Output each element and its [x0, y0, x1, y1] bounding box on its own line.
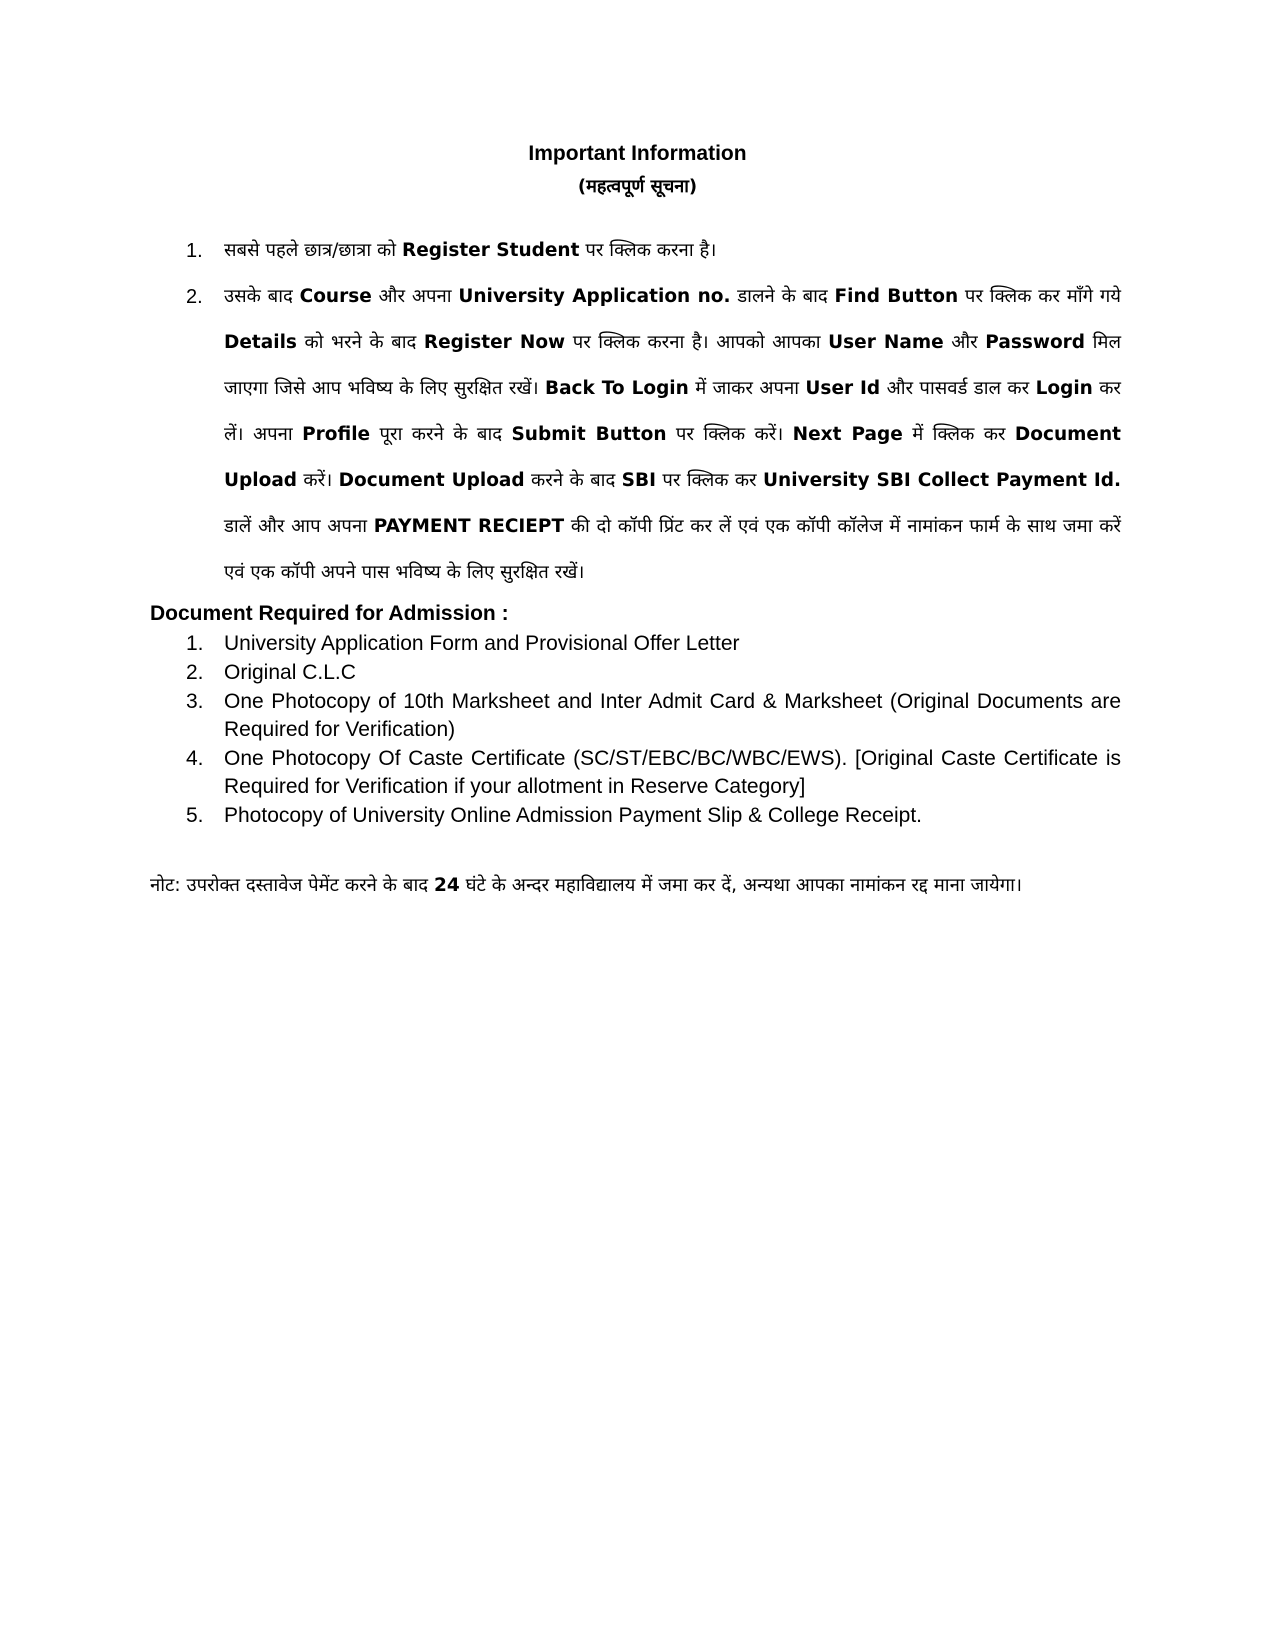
step-text — [224, 240, 716, 261]
page-subtitle: (महत्वपूर्ण सूचना) — [577, 176, 698, 197]
step-keyword: Register Now — [423, 332, 566, 353]
document-number: 4. — [186, 747, 204, 770]
step-text-run: डालें और आप अपना — [224, 516, 374, 537]
step-keyword: Details — [224, 332, 297, 353]
step-keyword: Login — [1035, 378, 1093, 399]
step-text-run: को भरने के बाद — [296, 332, 424, 353]
note-prefix: नोट: उपरोक्त दस्तावेज पेमेंट करने के बाद — [150, 875, 434, 896]
document-item — [186, 688, 1121, 744]
documents-heading: Document Required for Admission : — [150, 602, 509, 625]
step-keyword: Document Upload — [338, 470, 525, 491]
step-keyword: SBI — [621, 470, 656, 491]
document-item — [186, 659, 1121, 687]
step-text-run: की दो कॉपी प्रिंट कर लें एवं एक कॉपी कॉलेज में नामांकन फार्म के साथ जमा करें एवं एक कॉपी अपने पास भविष्य के लिए सुरक्षित रखें। — [224, 516, 1121, 583]
step-keyword: PAYMENT RECIEPT — [373, 516, 565, 537]
step-text-run: सबसे पहले छात्र/छात्रा को — [224, 240, 402, 261]
step-keyword: User Name — [828, 332, 944, 353]
note-paragraph — [150, 866, 1121, 906]
step-number: 1. — [186, 240, 203, 262]
document-item — [186, 802, 1121, 830]
document-text: University Application Form and Provisional Offer Letter — [224, 632, 740, 655]
step-text-run: करने के बाद — [524, 470, 622, 491]
documents-list — [186, 630, 1121, 830]
note-suffix: घंटे के अन्दर महाविद्यालय में जमा कर दें, अन्यथा आपका नामांकन रद्द माना जायेगा। — [459, 875, 1022, 896]
step-keyword: University SBI Collect Payment Id. — [763, 470, 1122, 491]
step-item — [186, 228, 1121, 274]
document-item — [186, 745, 1121, 801]
step-text-run: करें। — [297, 470, 339, 491]
step-keyword: Register Student — [401, 240, 580, 261]
step-text-run: पर क्लिक करना है। आपको आपका — [565, 332, 829, 353]
step-keyword: University Application no. — [458, 286, 731, 307]
step-text — [224, 286, 1121, 583]
step-text-run: पर क्लिक करें। — [666, 424, 793, 445]
step-keyword: User Id — [805, 378, 881, 399]
step-keyword: Find Button — [834, 286, 959, 307]
document-item — [186, 630, 1121, 658]
step-text-run: और — [943, 332, 986, 353]
step-keyword: Document Upload — [224, 424, 1121, 491]
step-text-run: डालने के बाद — [730, 286, 835, 307]
step-text-run: में क्लिक कर — [902, 424, 1015, 445]
step-text-run: पर क्लिक कर — [655, 470, 764, 491]
step-keyword: Profile — [302, 424, 371, 445]
step-text-run: मिल जाएगा जिसे आप भविष्य के लिए सुरक्षित रखें। — [224, 332, 1121, 399]
step-item — [186, 274, 1121, 596]
step-keyword: Course — [299, 286, 372, 307]
step-text-run: में जाकर अपना — [688, 378, 806, 399]
document-text: One Photocopy Of Caste Certificate (SC/ST/EBC/BC/WBC/EWS). [Original Caste Certificate is Required for Verification if your allotment in Reserve Category] — [224, 747, 1121, 798]
step-text-run: पर क्लिक कर माँगे गये — [958, 286, 1121, 307]
document-number: 5. — [186, 804, 204, 827]
step-text-run: कर लें। अपना — [224, 378, 1121, 445]
note-hours: 24 — [433, 875, 460, 896]
step-text-run: और पासवर्ड डाल कर — [880, 378, 1036, 399]
step-text-run: पर क्लिक करना है। — [579, 240, 717, 261]
document-text: Original C.L.C — [224, 661, 356, 684]
step-keyword: Back To Login — [544, 378, 689, 399]
step-text-run: पूरा करने के बाद — [370, 424, 512, 445]
document-text: Photocopy of University Online Admission Payment Slip & College Receipt. — [224, 804, 923, 827]
page-title: Important Information — [528, 142, 747, 165]
document-number: 2. — [186, 661, 204, 684]
document-text: One Photocopy of 10th Marksheet and Inter Admit Card & Marksheet (Original Documents are Required for Verification) — [224, 690, 1121, 741]
step-keyword: Next Page — [792, 424, 903, 445]
instruction-steps — [186, 228, 1121, 596]
step-text-run: उसके बाद — [224, 286, 300, 307]
document-number: 3. — [186, 690, 204, 713]
step-number: 2. — [186, 286, 203, 308]
step-keyword: Submit Button — [511, 424, 667, 445]
step-keyword: Password — [985, 332, 1086, 353]
document-number: 1. — [186, 632, 204, 655]
step-text-run: और अपना — [371, 286, 459, 307]
